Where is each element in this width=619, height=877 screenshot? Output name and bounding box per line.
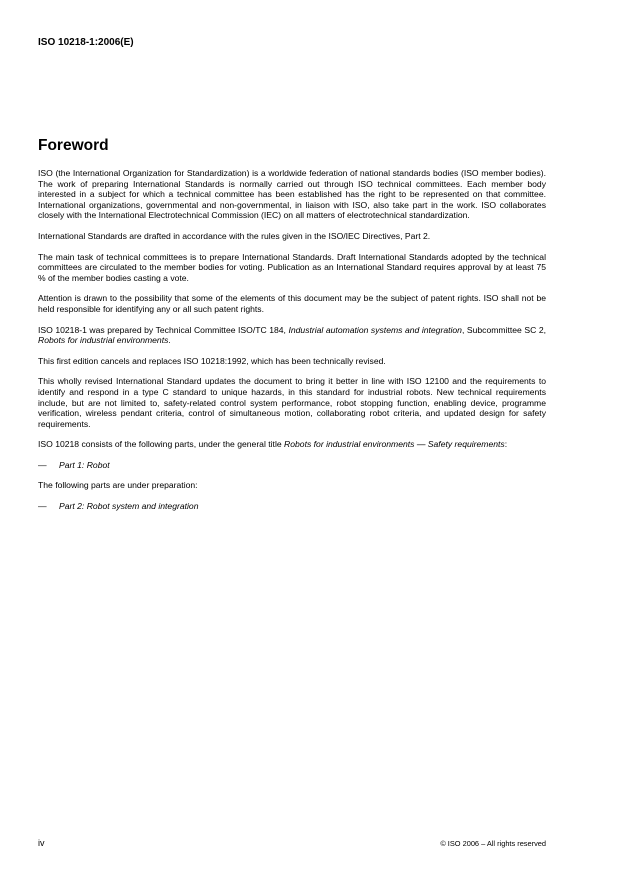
prepared-by-end: . — [168, 335, 171, 346]
committee-title: Industrial automation systems and integration — [288, 324, 462, 335]
parts-intro-text: ISO 10218 consists of the following parts, under the general title — [38, 439, 285, 450]
paragraph-parts — [38, 439, 546, 450]
dash-bullet: — — [38, 459, 47, 470]
subcommittee-title: Robots for industrial environments — [38, 335, 169, 346]
paragraph-revision: This wholly revised International Standard updates the document to bring it better in line with ISO 12100 and the requirements to identify and respond in a type C standard to unique hazards, in this standard for industrial robots. New technical requirements include, but are not limited to, safety-related control system performance, robot stopping function, enabling device, programme verification, wireless pendant criteria, control of simultaneous motion, collaborating robot criteria, and updated design for safety requirements. — [38, 376, 546, 429]
page-number: iv — [38, 838, 45, 848]
prepared-by-text: ISO 10218-1 was prepared by Technical Committee ISO/TC 184, — [38, 324, 289, 335]
list-item-part-2 — [38, 501, 546, 512]
paragraph-patent-rights: Attention is drawn to the possibility that some of the elements of this document may be the subject of patent rights. ISO shall not be held responsible for identifying any or all such patent rights. — [38, 293, 546, 314]
general-title: Robots for industrial environments — Safety requirements — [284, 439, 505, 450]
dash-bullet: — — [38, 501, 47, 512]
foreword-body — [38, 168, 546, 522]
paragraph-committee-task: The main task of technical committees is to prepare International Standards. Draft International Standards adopted by the technical committees are circulated to the member bodies for voting. Publication as an International Standard requires approval by at least 75 % of the member bodies casting a vote. — [38, 251, 546, 283]
paragraph-iso-overview: ISO (the International Organization for Standardization) is a worldwide federation of national standards bodies (ISO member bodies). The work of preparing International Standards is normally carried out through ISO technical committees. Each member body interested in a subject for which a technical committee has been established has the right to be represented on that committee. International organizations, governmental and non-governmental, in liaison with ISO, also take part in the work. ISO collaborates closely with the International Electrotechnical Commission (IEC) on all matters of electrotechnical standardization. — [38, 168, 546, 221]
parts-intro-end: : — [504, 439, 508, 450]
paragraph-prepared-by — [38, 325, 546, 346]
part-1-title: Part 1: Robot — [59, 459, 110, 470]
paragraph-under-preparation: The following parts are under preparation: — [38, 480, 198, 491]
page-title: Foreword — [38, 137, 109, 154]
subcommittee-text: , Subcommittee SC 2, — [461, 324, 546, 335]
list-item-part-1 — [38, 460, 546, 471]
paragraph-edition: This first edition cancels and replaces ISO 10218:1992, which has been technically revised. — [38, 355, 386, 366]
paragraph-directives: International Standards are drafted in accordance with the rules given in the ISO/IEC Directives, Part 2. — [38, 230, 431, 241]
document-id-header: ISO 10218-1:2006(E) — [38, 37, 134, 48]
part-2-title: Part 2: Robot system and integration — [59, 501, 199, 512]
copyright-notice: © ISO 2006 – All rights reserved — [440, 839, 546, 848]
